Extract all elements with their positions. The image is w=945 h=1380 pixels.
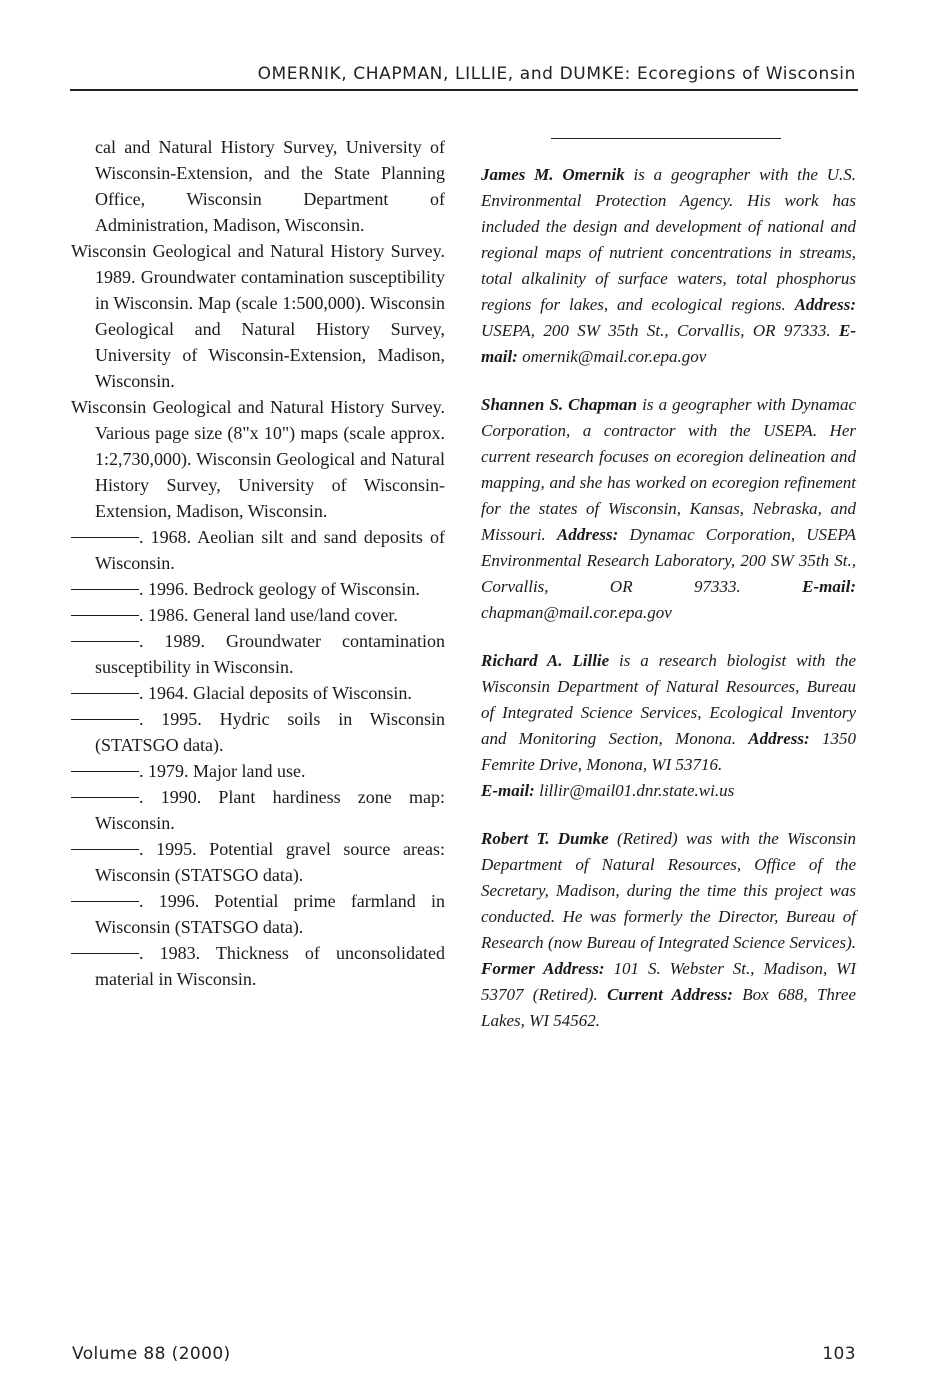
author-bio: Richard A. Lillie is a research biologist with the Wisconsin Department of Natural Resources, Bureau of Integrated Science Services, Ecological Inventory and Monitoring Section, Monona. Address: 1350 Femrite Drive, Monona, WI 53716. E-mail: lillir@mail01.dnr.state.wi.us: [481, 651, 856, 800]
author-bio: Shannen S. Chapman is a geographer with Dynamac Corporation, a contractor with the USEPA. Her current research focuses on ecoregion delineation and mapping, and she has worked on ecoregion refinement for the states of Wisconsin, Kansas, Nebraska, and Missouri. Address: Dynamac Corporation, USEPA Environmental Research Laboratory, 200 SW 35th St., Corvallis, OR 97333. E-mail: chapman@mail.cor.epa.gov: [481, 395, 857, 622]
ditto-dash: [71, 797, 139, 798]
author-name: Richard A. Lillie: [481, 651, 610, 670]
ditto-dash: [71, 589, 139, 590]
reference-continuation: cal and Natural History Survey, University of Wisconsin-Extension, and the State Planning Office, Wisconsin Department of Administration, Madison, Wisconsin.: [95, 137, 445, 235]
reference-entry: . 1979. Major land use.: [71, 758, 445, 784]
reference-entry: . 1990. Plant hardiness zone map: Wisconsin.: [71, 784, 445, 836]
author-bios-column: [481, 162, 856, 1056]
author-name: Shannen S. Chapman: [481, 395, 638, 414]
reference-entry: . 1989. Groundwater contamination susceptibility in Wisconsin.: [71, 628, 445, 680]
reference-entry: . 1968. Aeolian silt and sand deposits of Wisconsin.: [71, 524, 445, 576]
author-bio: Robert T. Dumke (Retired) was with the Wisconsin Department of Natural Resources, Office of the Secretary, Madison, during the time this project was conducted. He was formerly the Director, Bureau of Research (now Bureau of Integrated Science Services). Former Address: 101 S. Webster St., Madison, WI 53707 (Retired). Current Address: Box 688, Three Lakes, WI 54562.: [481, 829, 857, 1030]
ditto-dash: [71, 641, 139, 642]
ditto-dash: [71, 953, 139, 954]
reference-entry: . 1995. Potential gravel source areas: Wisconsin (STATSGO data).: [71, 836, 445, 888]
reference-entry: Wisconsin Geological and Natural History Survey. Various page size (8"x 10") maps (scale approx. 1:2,730,000). Wisconsin Geological and Natural History Survey, University of Wisconsin-Extension, Madison, Wisconsin.: [71, 397, 445, 521]
bios-rule: [551, 138, 781, 139]
author-name: Robert T. Dumke: [481, 829, 609, 848]
references-column: [71, 134, 445, 992]
volume-label: Volume 88 (2000): [72, 1344, 231, 1364]
author-bio: James M. Omernik is a geographer with the U.S. Environmental Protection Agency. His work has included the design and development of national and regional maps of nutrient concentrations in streams, total alkalinity of surface waters, total phosphorus regions for lakes, and ecological regions. Address: USEPA, 200 SW 35th St., Corvallis, OR 97333. E-mail: omernik@mail.cor.epa.gov: [481, 165, 856, 366]
reference-entry: . 1996. Bedrock geology of Wisconsin.: [71, 576, 445, 602]
reference-entry: . 1983. Thickness of unconsolidated material in Wisconsin.: [71, 940, 445, 992]
ditto-dash: [71, 537, 139, 538]
reference-entry: . 1986. General land use/land cover.: [71, 602, 445, 628]
header-rule: [70, 89, 858, 91]
running-head: OMERNIK, CHAPMAN, LILLIE, and DUMKE: Ecoregions of Wisconsin: [257, 64, 856, 84]
ditto-dash: [71, 693, 139, 694]
ditto-dash: [71, 849, 139, 850]
reference-entry: . 1996. Potential prime farmland in Wisconsin (STATSGO data).: [71, 888, 445, 940]
page-number: 103: [822, 1344, 856, 1364]
reference-entry: Wisconsin Geological and Natural History Survey. 1989. Groundwater contamination susceptibility in Wisconsin. Map (scale 1:500,000). Wisconsin Geological and Natural History Survey, University of Wisconsin-Extension, Madison, Wisconsin.: [71, 241, 445, 391]
author-name: James M. Omernik: [481, 165, 625, 184]
ditto-dash: [71, 615, 139, 616]
reference-entry: . 1964. Glacial deposits of Wisconsin.: [71, 680, 445, 706]
reference-entry: . 1995. Hydric soils in Wisconsin (STATSGO data).: [71, 706, 445, 758]
ditto-dash: [71, 901, 139, 902]
ditto-dash: [71, 771, 139, 772]
ditto-dash: [71, 719, 139, 720]
